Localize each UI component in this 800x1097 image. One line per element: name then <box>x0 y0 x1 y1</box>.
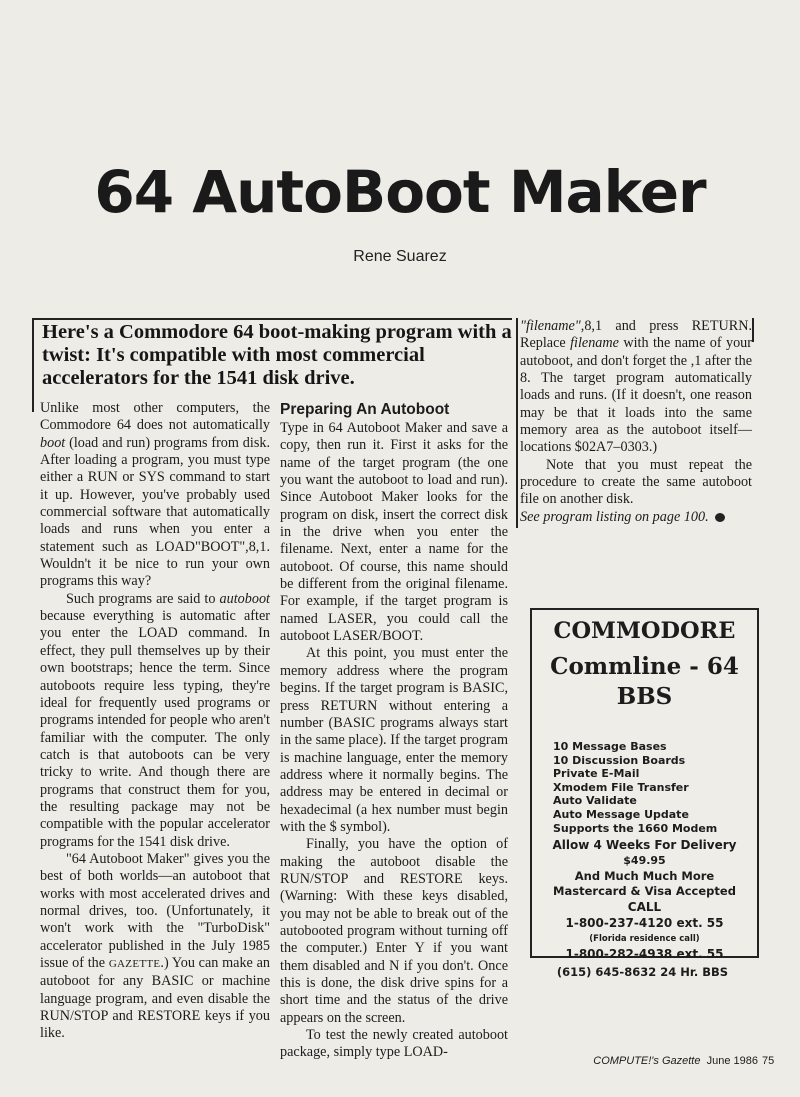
page-number: 75 <box>762 1055 775 1067</box>
ad-bbs: BBS <box>616 683 673 710</box>
paragraph: "64 Autoboot Maker" gives you the best of both worlds—an autoboot that works with most accelerated drives and normal drives, too. (Unfortunately, it won't work with the "TurboDisk" accelerator published in the July 1985 issue of the GAZETTE.) You can make an autoboot for any BASIC or machine language program, and even disable the RUN/STOP and RESTORE keys if you like. <box>40 850 271 1042</box>
paragraph: Such programs are said to autoboot because everything is automatic after you enter the LOAD command. In effect, they pull themselves up by their own bootstraps; hence the term. Since autoboots require less typing, they're ideal for frequently used programs or programs intended for people who aren't familiar with the computer. The only catch is that autoboots can be very tricky to write. And though there are programs that construct them for you, the resulting package may not be compatible with the popular accelerator programs for the 1541 disk drive. <box>40 590 270 850</box>
ad-feature: Xmodem File Transfer <box>553 780 689 794</box>
ad-feature: Auto Message Update <box>553 807 689 821</box>
ad-feature: Private E-Mail <box>553 767 640 781</box>
ad-cards: Mastercard & Visa Accepted <box>553 884 736 898</box>
ad-phone-2: 1-800-282-4938 ext. 55 <box>565 947 724 961</box>
ad-product-name: Commline - 64 <box>550 653 739 680</box>
ad-bbs-number: (615) 645-8632 24 Hr. BBS <box>556 965 729 979</box>
ad-feature: Supports the 1660 Modem <box>553 821 718 835</box>
ad-feature: 10 Message Bases <box>553 740 667 753</box>
deck-box <box>32 318 512 412</box>
paragraph: Note that you must repeat the procedure to create the same autoboot file on another disk. <box>520 456 752 508</box>
ad-delivery: Allow 4 Weeks For Delivery <box>552 838 737 852</box>
paragraph: Unlike most other computers, the Commodore 64 does not automatically boot (load and run) programs from disk. After loading a program, you must type either a RUN or SYS command to start it up. However, you've probably used commercial software that automatically loads and runs when you enter a statement such as LOAD"BOOT",8,1. Wouldn't it be nice to run your own programs this way? <box>40 400 270 590</box>
ad-feature-list <box>553 740 753 835</box>
paragraph: At this point, you must enter the memory address where the program begins. If the target program is BASIC, press RETURN without entering a number (BASIC programs always start in the same place). If the target program is machine language, enter the memory address where it normally begins. The address may be entered in decimal or hexadecimal (a hex number must begin with the $ symbol). <box>280 645 508 835</box>
paragraph: Finally, you have the option of making the autoboot disable the RUN/STOP and RESTORE keys. (Warning: With these keys disabled, you may not be able to break out of the autobooted program without turning off the computer.) Enter Y if you want them disabled and N if you don't. Once this is done, the disk drive spins for a short time and the status of the drive appears on the screen. <box>280 836 508 1026</box>
ad-feature: 10 Discussion Boards <box>553 753 686 767</box>
ad-florida-note: (Florida residence call) <box>589 934 700 944</box>
section-subhead: Preparing An Autoboot <box>280 401 450 418</box>
column-2 <box>280 400 508 1062</box>
column-1 <box>40 400 270 1043</box>
article-author: Rene Suarez <box>353 248 447 265</box>
column-3 <box>520 318 752 526</box>
ad-phone-1: 1-800-237-4120 ext. 55 <box>565 916 724 930</box>
column-rule-right <box>752 318 754 342</box>
listing-reference: See program listing on page 100. <box>520 509 752 526</box>
paragraph: Type in 64 Autoboot Maker and save a copy, then run it. First it asks for the name of the target program (the one you want the autoboot to load and run). Since Autoboot Maker looks for the program on disk, insert the correct disk in the drive when you enter the filename. Next, enter a name for the autoboot. Of course, this name should be different from the original filename. For example, if the target program is named LASER, you could call the autoboot LASER/BOOT. <box>280 420 508 645</box>
ad-heading: COMMODORE <box>553 618 736 644</box>
column-rule <box>516 318 518 528</box>
footer-credit: COMPUTE!'s Gazette June 1986 <box>593 1055 758 1067</box>
bbs-advertisement <box>530 608 759 961</box>
ad-price: $49.95 <box>623 854 666 867</box>
article-title: 64 AutoBoot Maker <box>94 158 706 226</box>
ad-feature: Auto Validate <box>553 794 637 808</box>
end-mark-icon <box>715 513 725 522</box>
ad-call: CALL <box>627 900 662 914</box>
ad-more: And Much Much More <box>574 869 715 883</box>
deck-text: Here's a Commodore 64 boot-making program with a twist: It's compatible with most commercial accelerators for the 1541 disk drive. <box>42 321 512 389</box>
paragraph: "filename",8,1 and press RETURN. Replace filename with the name of your autoboot, and don't forget the ,1 after the 8. The target program automatically loads and runs. (If it doesn't, one reason may be that it loads into the same memory area as the autoboot itself—locations $02A7–0303.) <box>520 318 752 456</box>
paragraph: To test the newly created autoboot package, simply type LOAD- <box>280 1027 508 1061</box>
